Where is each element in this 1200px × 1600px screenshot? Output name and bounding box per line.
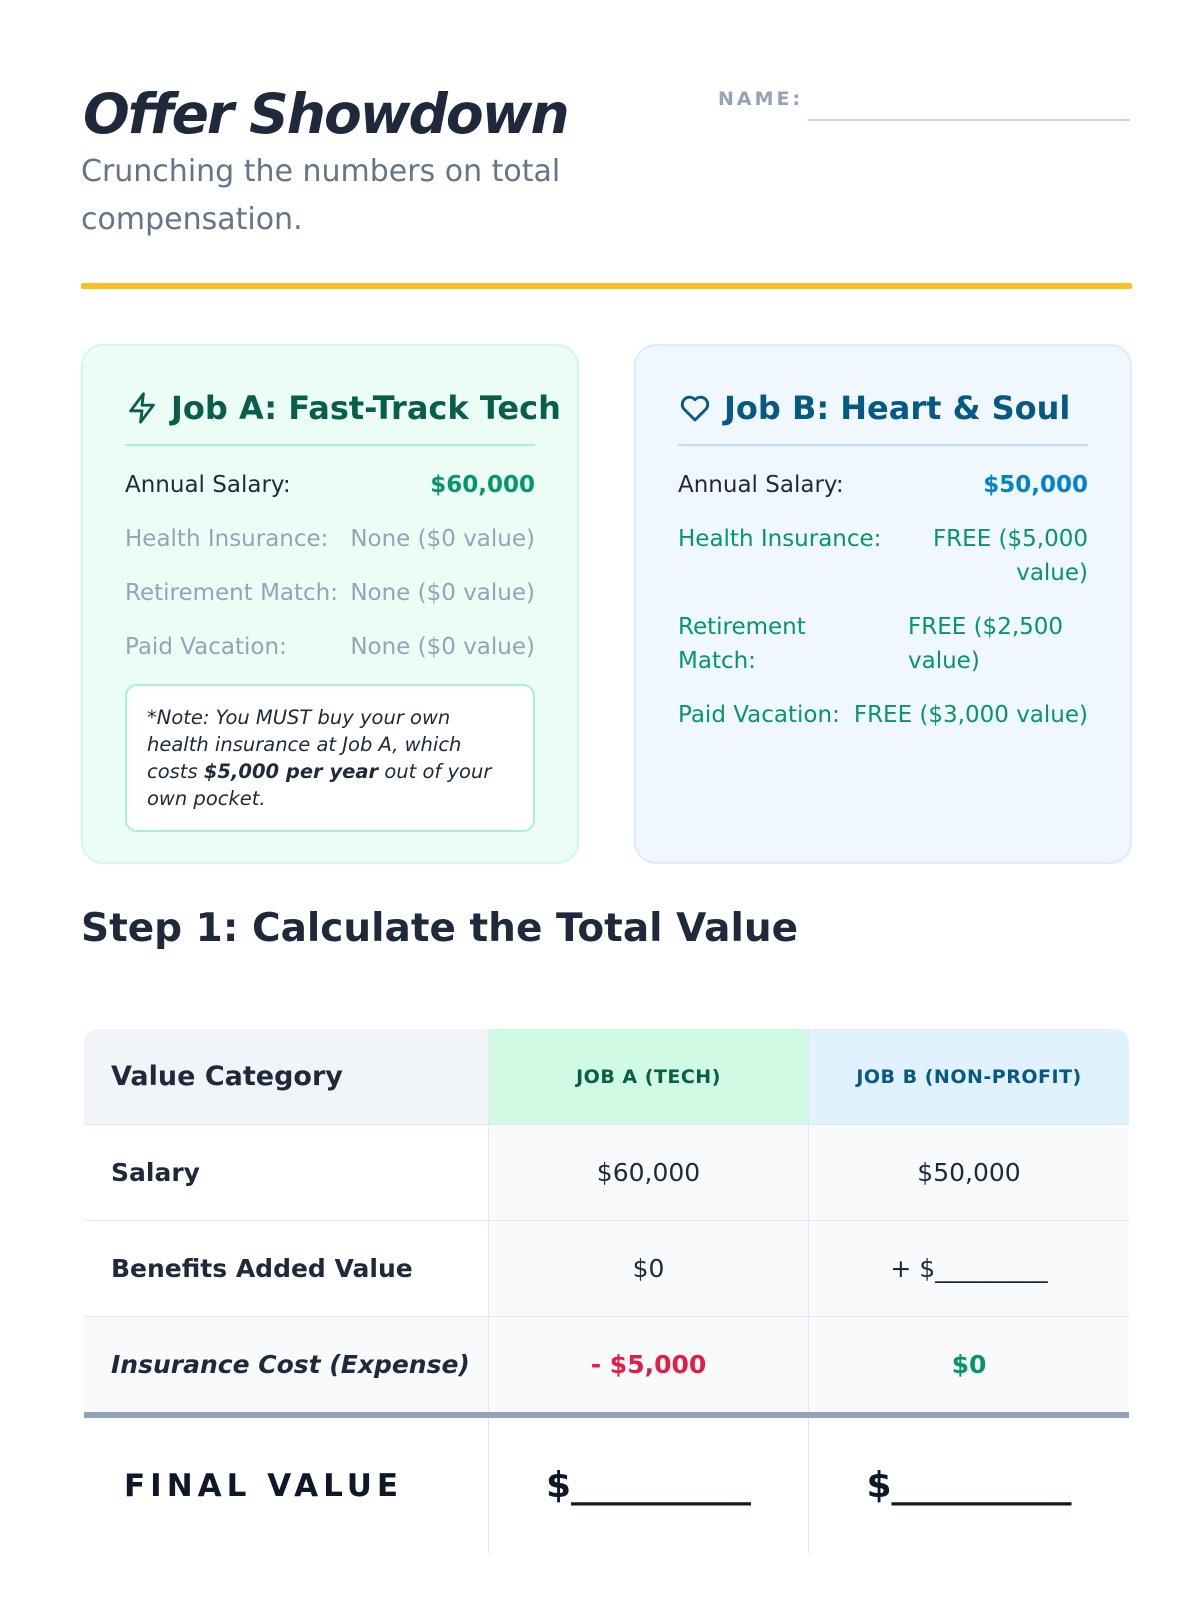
row-value: FREE ($2,500 value) [908,614,1064,674]
row-label: Paid Vacation: [678,702,840,728]
row-label: Health Insurance: [125,526,329,552]
final-value-label: FINAL VALUE [84,1418,489,1553]
final-value-row [84,1418,1129,1553]
heart-icon [678,391,712,425]
worksheet-page [81,0,1132,1600]
note-emphasis: $5,000 per year [203,760,379,783]
row-value: None ($0 value) [350,580,535,606]
table-row [84,1220,1129,1316]
job-b-title-text: Job B: Heart & Soul [724,389,1071,427]
name-field-line[interactable] [808,119,1130,121]
job-b-vacation-row [678,698,1088,732]
job-a-retirement-row [125,576,535,610]
job-a-vacation-row [125,630,535,664]
job-b-final-blank[interactable]: $__________ [809,1418,1129,1553]
row-label: Annual Salary: [678,472,844,498]
job-b-cell: $50,000 [809,1125,1129,1220]
job-b-blank-cell[interactable]: + $_________ [809,1221,1129,1316]
header-divider [81,283,1132,289]
job-a-salary-row [125,468,535,502]
table-row [84,1316,1129,1412]
row-category: Insurance Cost (Expense) [84,1317,489,1412]
job-a-card [81,344,579,864]
job-a-note [125,684,535,832]
job-a-cell: $0 [489,1221,809,1316]
job-a-divider [125,444,535,446]
job-a-cell: $60,000 [489,1125,809,1220]
row-value: $50,000 [983,472,1088,498]
row-label: Annual Salary: [125,472,291,498]
note-text-end: out of your own pocket. [147,760,492,810]
page-title: Offer Showdown [83,82,568,146]
table-row [84,1124,1129,1220]
row-value: $60,000 [430,472,535,498]
row-label: Retirement Match: [678,614,806,674]
row-category: Benefits Added Value [84,1221,489,1316]
row-category: Salary [84,1125,489,1220]
page-subtitle: Crunching the numbers on total compensation. [81,154,561,237]
column-header-job-a: JOB A (TECH) [489,1029,809,1124]
step-1-heading: Step 1: Calculate the Total Value [81,906,799,951]
job-b-retirement-row [678,610,1088,678]
row-value: None ($0 value) [350,526,535,552]
job-b-cell: $0 [809,1317,1129,1412]
column-header-job-b: JOB B (NON-PROFIT) [809,1029,1129,1124]
lightning-icon [125,391,159,425]
job-a-cell: - $5,000 [489,1317,809,1412]
total-value-table [84,1029,1129,1553]
job-b-title [678,386,1088,430]
row-value: FREE ($3,000 value) [853,702,1088,728]
job-b-health-row [678,522,1088,590]
job-a-title-text: Job A: Fast-Track Tech [171,389,561,427]
job-b-salary-row [678,468,1088,502]
row-value: None ($0 value) [350,634,535,660]
name-label: NAME: [718,88,804,110]
row-label: Paid Vacation: [125,634,287,660]
job-a-health-row [125,522,535,556]
column-header-category: Value Category [84,1029,489,1124]
job-a-title [125,386,561,430]
row-value: FREE ($5,000 value) [932,526,1088,586]
row-label: Health Insurance: [678,526,882,552]
job-b-divider [678,444,1088,446]
job-a-final-blank[interactable]: $__________ [489,1418,809,1553]
job-b-card [634,344,1132,864]
table-header-row [84,1029,1129,1124]
row-label: Retirement Match: [125,580,338,606]
note-text: *Note: You MUST buy your own health insurance at Job A, which costs [147,706,462,783]
